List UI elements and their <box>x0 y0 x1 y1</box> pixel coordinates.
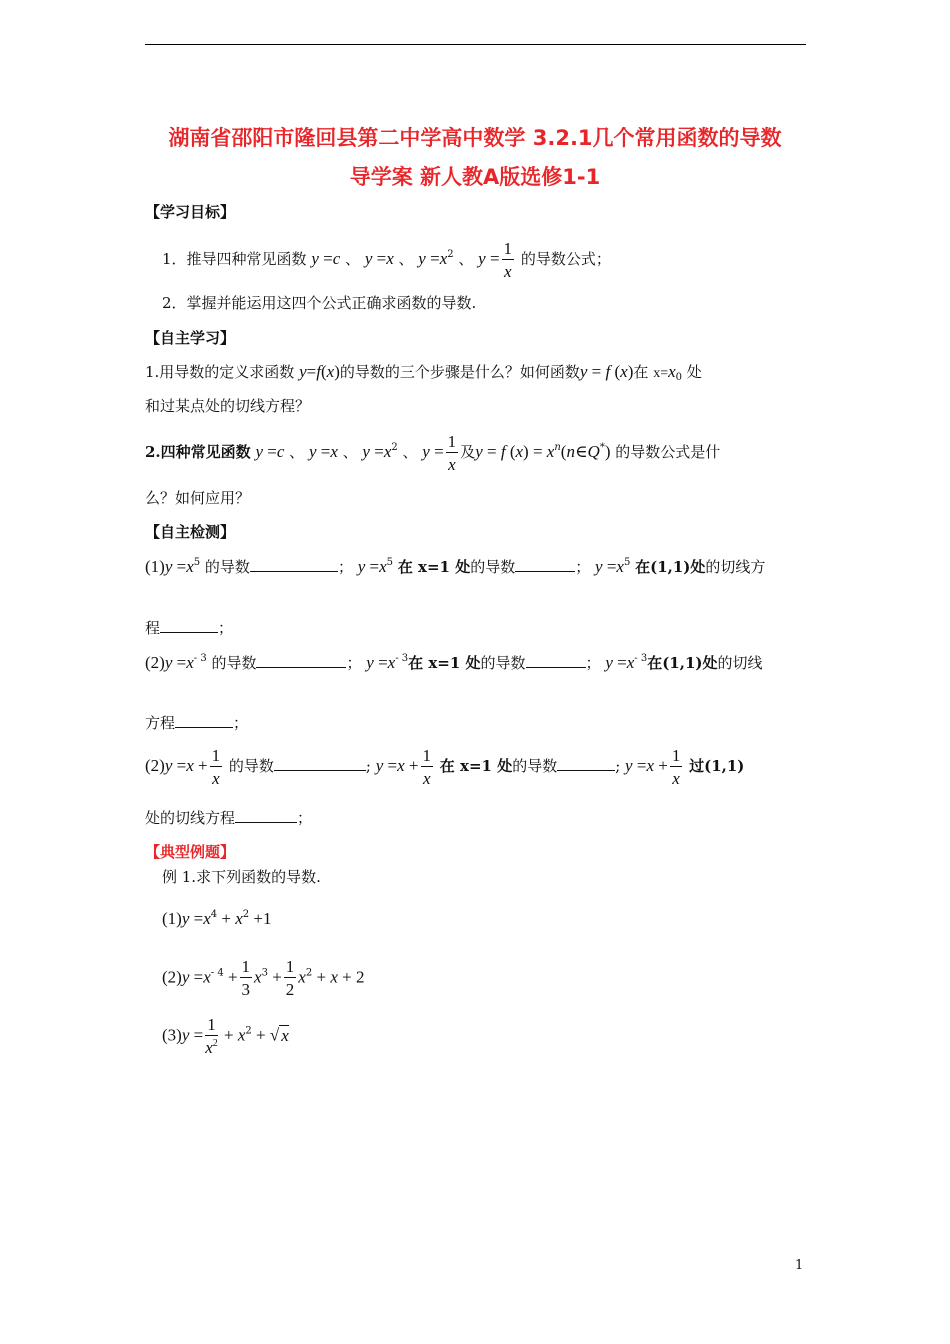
check-2-label: (2) <box>145 653 165 672</box>
answer-blank[interactable] <box>526 653 586 668</box>
answer-blank[interactable] <box>557 756 615 771</box>
check-item-1-line-2: 程 ； <box>145 619 234 637</box>
study-question-1-line-2: 和过某点处的切线方程？ <box>145 397 311 415</box>
check-2-tangent-text: 的切线 <box>717 654 763 672</box>
example-item-3: (3)y = $\frac{1}{x^2}$ + $x^2$ + √ x <box>162 1015 289 1057</box>
goal-2: 2．掌握并能运用这四个公式正确求函数的导数. <box>162 294 477 312</box>
check-3-last-line: 处的切线方程 <box>145 809 236 827</box>
page-number: 1 <box>795 1258 804 1273</box>
q2-text-b: 及 <box>460 443 476 461</box>
goal-1-suffix: 的导数公式； <box>520 250 611 268</box>
q2-text-a: 2.四种常见函数 <box>145 443 251 461</box>
check-3-at-x1: 在 x=1 处 <box>439 757 513 775</box>
example-item-2: $(2)y =x^{- 4}$ + $\frac{1}{3}$ $x^3$ + $\frac{1}{2}$ $x^2 + x + 2$ <box>162 957 365 999</box>
example-1-label: (1) <box>162 909 182 928</box>
check-2-derivative-text: 的导数 <box>211 654 257 672</box>
check-item-2-line-2: 方程 ； <box>145 714 249 732</box>
answer-blank[interactable] <box>250 557 338 572</box>
check-1-tangent-text: 的切线方 <box>705 558 766 576</box>
check-item-1: $(1)y =x^5$ 的导数 ； $y =x^5$ 在 x=1 处的导数 ； $y =x^5$ 在(1,1)处的切线方 <box>145 557 766 576</box>
study-question-2: 2.四种常见函数 y =c 、 y =x 、 $y =x^2$ 、 y = $\frac{1}{x}$ 及y = f $(x) = x^n(n\in Q^*)$ 的导数公式是什 <box>145 432 721 474</box>
check-3-label: (2) <box>145 756 165 775</box>
example-3-label: (3) <box>162 1025 182 1045</box>
example-item-1: $(1)y =x^4 + x^2 +1$ <box>162 909 272 928</box>
section-heading-self-study: 【自主学习】 <box>145 329 236 347</box>
check-3-through: 过(1,1) <box>689 757 745 775</box>
section-heading-self-check: 【自主检测】 <box>145 523 236 541</box>
check-1-cheng: 程 <box>145 619 161 637</box>
answer-blank[interactable] <box>175 713 233 728</box>
q1-text-c: 在 <box>633 363 649 381</box>
answer-blank[interactable] <box>256 653 346 668</box>
q1-text-d: 处 <box>686 363 702 381</box>
check-1-label: (1) <box>145 557 165 576</box>
check-3-derivative-text-2: 的导数 <box>512 757 558 775</box>
check-2-fangcheng: 方程 <box>145 714 176 732</box>
check-1-at-point: 在(1,1)处 <box>635 558 706 576</box>
section-heading-goals: 【学习目标】 <box>145 203 236 221</box>
q2-text-c: 的导数公式是什 <box>615 443 721 461</box>
check-item-3: (2)y =x + $\frac{1}{x}$ 的导数 ; y =x + $\frac{1}{x}$ 在 x=1 处的导数 ; y =x + $\frac{1}{x}$ 过(1,1) <box>145 746 745 788</box>
check-item-2: $(2)y =x^{- 3}$ 的导数 ； $y =x^{- 3}$在 x=1 处的导数 ； $y =x^{- 3}$在(1,1)处的切线 <box>145 653 763 672</box>
study-question-1: 1.用导数的定义求函数 y=f(x)的导数的三个步骤是什么？如何函数y = f (x)在 $x=x_0$ 处 <box>145 362 702 383</box>
answer-blank[interactable] <box>235 808 297 823</box>
example-intro: 例 1.求下列函数的导数. <box>162 868 321 886</box>
goal-1-prefix: 1．推导四种常见函数 <box>162 250 307 268</box>
answer-blank[interactable] <box>160 618 218 633</box>
example-2-label: (2) <box>162 967 182 987</box>
goal-1: 1．推导四种常见函数 y =c 、 y =x 、 $y =x^2$ 、 y = $\frac{1}{x}$ 的导数公式； <box>162 239 611 281</box>
check-1-at-x1: 在 x=1 处 <box>397 558 471 576</box>
check-3-derivative-text: 的导数 <box>228 757 274 775</box>
q1-text-b: 的导数的三个步骤是什么？如何函数 <box>339 363 580 381</box>
answer-blank[interactable] <box>515 557 575 572</box>
document-title-line-2: 导学案 新人教A版选修1-1 <box>349 165 601 189</box>
header-rule <box>145 44 806 45</box>
answer-blank[interactable] <box>274 756 366 771</box>
check-item-3-line-2: 处的切线方程 ； <box>145 809 313 827</box>
section-heading-examples: 【典型例题】 <box>145 843 236 861</box>
check-1-derivative-text-2: 的导数 <box>470 558 516 576</box>
study-question-2-line-2: 么？如何应用？ <box>145 489 251 507</box>
check-2-derivative-text-2: 的导数 <box>480 654 526 672</box>
check-2-at-x1: 在 x=1 处 <box>408 654 481 672</box>
check-1-derivative-text: 的导数 <box>204 558 250 576</box>
check-2-at-point: 在(1,1)处 <box>647 654 718 672</box>
document-title-line-1: 湖南省邵阳市隆回县第二中学高中数学 3.2.1几个常用函数的导数 <box>168 126 782 150</box>
q1-text-a: 1.用导数的定义求函数 <box>145 363 295 381</box>
